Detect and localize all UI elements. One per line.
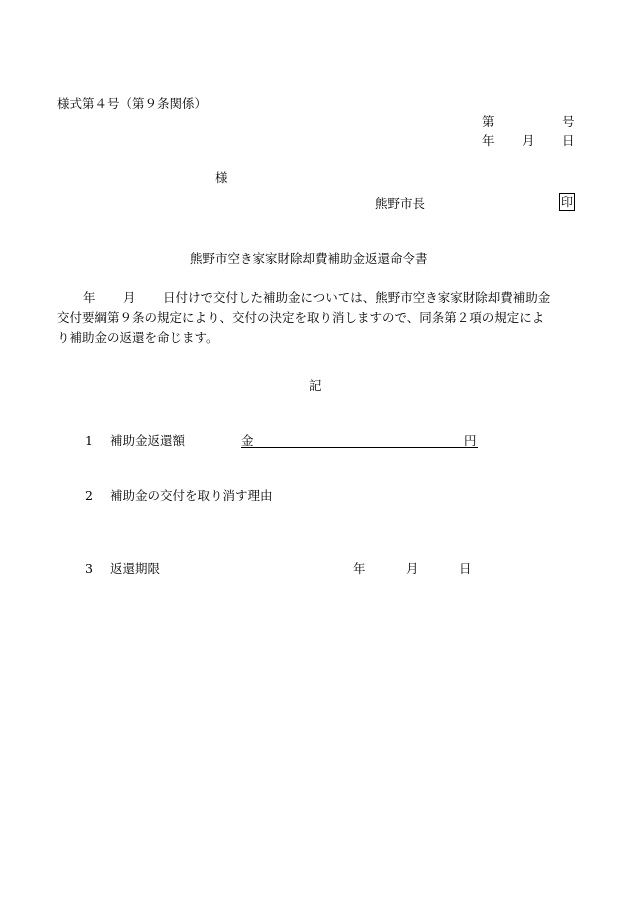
item-1-suffix: 円 [464,433,477,448]
issuer: 熊野市長 [375,196,426,211]
ki-heading: 記 [309,378,322,393]
item-1-number: 1 [85,433,93,448]
body-line-1 [57,288,577,308]
body-month: 月 [123,290,136,305]
body-year: 年 [83,290,96,305]
item-3-number: 3 [85,561,93,576]
date-month: 月 [522,133,535,148]
amount-underline [241,447,478,448]
item-2-label: 補助金の交付を取り消す理由 [110,488,273,503]
date-year: 年 [482,133,495,148]
date-day: 日 [562,133,575,148]
body-line1-rest: 日付けで交付した補助金については、熊野市空き家家財除却費補助金 [163,290,551,305]
item-3-label: 返還期限 [110,561,161,576]
item-3-month: 月 [406,561,419,576]
form-label: 様式第４号（第９条関係） [57,96,208,111]
number-dai: 第 [482,114,495,129]
body-paragraph [57,288,577,348]
document-title: 熊野市空き家家財除却費補助金返還命令書 [190,251,428,266]
number-go: 号 [562,114,575,129]
item-3-year: 年 [353,561,366,576]
item-1-prefix: 金 [241,433,254,448]
body-line-3: り補助金の返還を命じます。 [57,330,219,345]
item-2-number: 2 [85,488,93,503]
body-line-2: 交付要綱第９条の規定により、交付の決定を取り消しますので、同条第２項の規定によ [57,310,545,325]
item-3-day: 日 [459,561,472,576]
addressee-sama: 様 [215,170,228,185]
item-1-label: 補助金返還額 [110,433,186,448]
seal-mark: 印 [560,195,573,209]
